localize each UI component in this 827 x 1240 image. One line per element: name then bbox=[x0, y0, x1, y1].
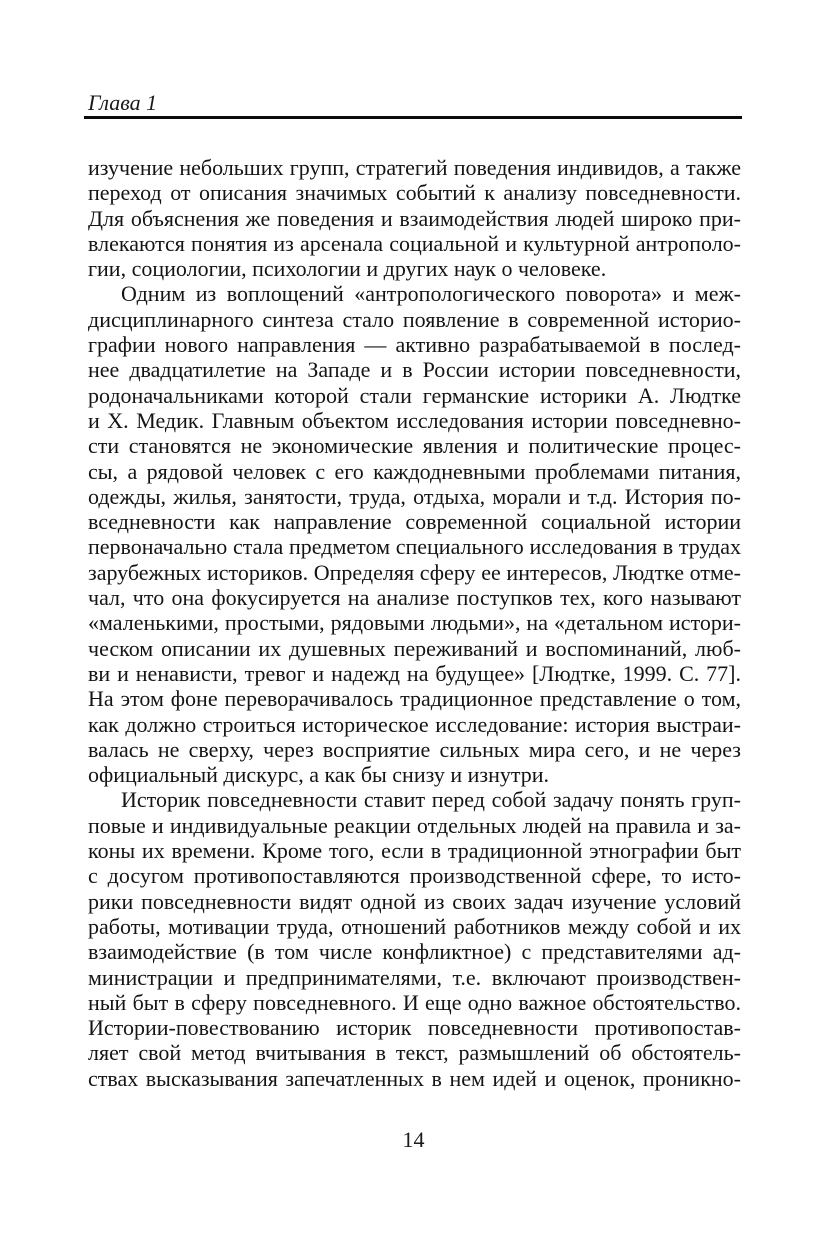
text-line: сти становятся не экономические явления и политические процес- bbox=[88, 433, 741, 459]
text-line: ный быт в сферу повседневного. И еще одно важное обстоятельство. bbox=[88, 989, 741, 1015]
text-line: работы, мотивации труда, отношений работников между собой и их bbox=[88, 913, 741, 939]
body-text bbox=[88, 155, 741, 1091]
text-line: Истории-повествованию историк повседневности противопостав- bbox=[88, 1015, 741, 1041]
text-line: рики повседневности видят одной из своих задач изучение условий bbox=[88, 888, 741, 914]
text-line: переход от описания значимых событий к анализу повседневности. bbox=[88, 180, 741, 206]
text-line: официальный дискурс, а как бы снизу и изнутри. bbox=[88, 762, 550, 788]
text-line: ствах высказывания запечатленных в нем идей и оценок, проникно- bbox=[88, 1065, 741, 1091]
paragraph bbox=[88, 281, 741, 787]
text-line: ческом описании их душевных переживаний и воспоминаний, люб- bbox=[88, 635, 741, 661]
text-line: Историк повседневности ставит перед собой задачу понять груп- bbox=[121, 787, 741, 813]
text-line: изучение небольших групп, стратегий поведения индивидов, а также bbox=[88, 155, 741, 180]
text-line: как должно строиться историческое исследование: история выстраи- bbox=[88, 711, 741, 737]
page-number: 14 bbox=[402, 1127, 425, 1152]
text-line: Одним из воплощений «антропологического поворота» и меж- bbox=[121, 281, 741, 307]
chapter-running-header: Глава 1 bbox=[88, 90, 158, 115]
text-line: вседневности как направление современной социальной истории bbox=[88, 509, 741, 535]
header-rule bbox=[84, 116, 742, 119]
text-line: гии, социологии, психологии и других наук о человеке. bbox=[88, 256, 607, 282]
text-line: повые и индивидуальные реакции отдельных людей на правила и за- bbox=[88, 812, 741, 838]
text-line: влекаются понятия из арсенала социальной и культурной антрополо- bbox=[88, 230, 741, 256]
text-line: графии нового направления — активно разрабатываемой в послед- bbox=[88, 332, 741, 358]
text-line: ви и ненависти, тревог и надежд на будущее» [Людтке, 1999. С. 77]. bbox=[88, 660, 741, 686]
text-line: одежды, жилья, занятости, труда, отдыха, морали и т.д. История по- bbox=[88, 483, 741, 509]
text-line: дисциплинарного синтеза стало появление в современной историо- bbox=[88, 306, 741, 332]
text-line: На этом фоне переворачивалось традиционное представление о том, bbox=[88, 686, 741, 712]
text-line: ляет свой метод вчитывания в текст, размышлений об обстоятель- bbox=[88, 1040, 741, 1066]
paragraph bbox=[88, 787, 741, 1091]
text-line: и Х. Медик. Главным объектом исследования истории повседневно- bbox=[88, 407, 741, 433]
text-line: сы, а рядовой человек с его каждодневными проблемами питания, bbox=[88, 458, 741, 484]
text-line: зарубежных историков. Определяя сферу ее интересов, Людтке отме- bbox=[88, 559, 741, 585]
text-line: родоначальниками которой стали германские историки А. Людтке bbox=[88, 382, 741, 408]
text-line: коны их времени. Кроме того, если в традиционной этнографии быт bbox=[88, 838, 741, 864]
paragraph bbox=[88, 155, 741, 281]
text-line: валась не сверху, через восприятие сильных мира сего, и не через bbox=[88, 736, 741, 762]
text-line: Для объяснения же поведения и взаимодействия людей широко при- bbox=[88, 205, 741, 231]
text-line: с досугом противопоставляются производственной сфере, то исто- bbox=[88, 863, 741, 889]
text-line: взаимодействие (в том числе конфликтное) с представителями ад- bbox=[88, 939, 741, 965]
text-line: нее двадцатилетие на Западе и в России истории повседневности, bbox=[88, 357, 741, 383]
text-line: чал, что она фокусируется на анализе поступков тех, кого называют bbox=[88, 585, 741, 611]
text-line: министрации и предпринимателями, т.е. включают производствен- bbox=[88, 964, 741, 990]
text-line: первоначально стала предметом специального исследования в трудах bbox=[88, 534, 741, 560]
text-line: «маленькими, простыми, рядовыми людьми», на «детальном истори- bbox=[88, 610, 741, 636]
